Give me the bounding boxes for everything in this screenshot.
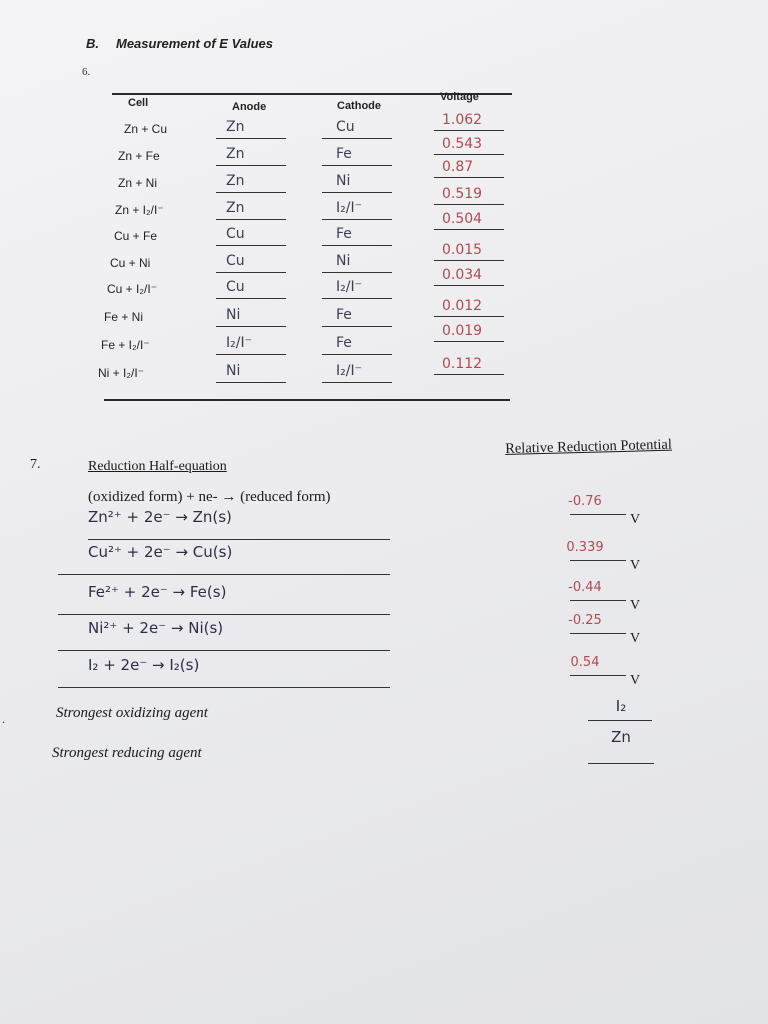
row-cathode: I₂/I⁻ (336, 279, 362, 295)
reduction-potential: -0.44 (568, 580, 602, 595)
row-anode: Ni (226, 307, 241, 323)
section-title: Measurement of E Values (116, 36, 274, 51)
strongest-reducing-answer: Zn (611, 728, 631, 746)
strongest-oxidizing-answer: I₂ (615, 697, 627, 715)
row-cathode: Ni (336, 173, 351, 189)
row-cell-label: Fe + Ni (104, 310, 144, 324)
half-equation: Zn²⁺ + 2e⁻ → Zn(s) (88, 508, 232, 526)
row-cathode: I₂/I⁻ (336, 200, 362, 216)
reduction-potential: 0.339 (566, 540, 604, 555)
row-voltage: 0.519 (442, 186, 483, 202)
row-cell-label: Fe + I₂/I⁻ (101, 338, 150, 352)
row-voltage: 0.543 (442, 136, 483, 152)
half-equation: Ni²⁺ + 2e⁻ → Ni(s) (88, 619, 224, 637)
row-cathode: Cu (336, 119, 355, 135)
row-anode: Zn (226, 173, 245, 189)
reducing-answer-line (588, 763, 654, 764)
answer-line (216, 165, 286, 166)
potential-line (570, 514, 626, 515)
row-voltage: 0.034 (442, 267, 483, 283)
answer-line (322, 382, 392, 383)
row-anode: Ni (226, 363, 241, 379)
answer-line (322, 245, 392, 246)
answer-line (434, 204, 504, 205)
equation-format: (oxidized form) + ne- → (reduced form) (88, 489, 331, 505)
answer-line (434, 260, 504, 261)
equation-line (58, 687, 390, 688)
answer-line (216, 382, 286, 383)
row-voltage: 0.112 (442, 356, 483, 372)
half-equation: Cu²⁺ + 2e⁻ → Cu(s) (88, 543, 233, 561)
answer-line (216, 272, 286, 273)
row-voltage: 0.019 (442, 323, 483, 339)
section-heading (86, 36, 273, 51)
strongest-oxidizing-label: Strongest oxidizing agent (56, 705, 208, 721)
answer-line (434, 229, 504, 230)
equation-line (88, 539, 390, 540)
reduction-potential: -0.76 (568, 494, 602, 509)
row-cell-label: Cu + Fe (114, 229, 158, 243)
answer-line (322, 298, 392, 299)
answer-line (322, 192, 392, 193)
answer-line (322, 219, 392, 220)
oxidizing-answer-line (588, 720, 652, 721)
reduction-potential: 0.54 (570, 655, 600, 670)
equation-line (58, 574, 390, 575)
row-voltage: 1.062 (442, 112, 483, 128)
answer-line (322, 165, 392, 166)
row-anode: Zn (226, 200, 245, 216)
volt-unit: V (630, 512, 641, 527)
row-cell-label: Ni + I₂/I⁻ (98, 366, 145, 380)
answer-line (216, 219, 286, 220)
answer-line (434, 316, 504, 317)
row-anode: Cu (226, 226, 245, 242)
row-cathode: Fe (336, 335, 352, 351)
answer-line (434, 341, 504, 342)
answer-line (216, 326, 286, 327)
margin-dot: . (2, 712, 5, 726)
table-bottom-rule (104, 399, 510, 401)
row-cathode: Fe (336, 307, 352, 323)
row-anode: Cu (226, 279, 245, 295)
potential-line (570, 560, 626, 561)
header-cathode: Cathode (337, 100, 381, 112)
row-voltage: 0.015 (442, 242, 483, 258)
row-voltage: 0.012 (442, 298, 483, 314)
row-cathode: Ni (336, 253, 351, 269)
strongest-reducing-label: Strongest reducing agent (52, 745, 202, 761)
row-cathode: I₂/I⁻ (336, 363, 362, 379)
answer-line (216, 298, 286, 299)
equation-line (58, 650, 390, 651)
row-anode: Zn (226, 146, 245, 162)
row-cathode: Fe (336, 226, 352, 242)
volt-unit: V (630, 558, 641, 573)
potential-line (570, 633, 626, 634)
answer-line (322, 272, 392, 273)
question-6-number: 6. (82, 66, 91, 78)
row-voltage: 0.504 (442, 211, 483, 227)
half-equation: I₂ + 2e⁻ → I₂(s) (88, 656, 200, 674)
row-anode: I₂/I⁻ (226, 335, 252, 351)
answer-line (216, 138, 286, 139)
potential-line (570, 600, 626, 601)
answer-line (322, 138, 392, 139)
answer-line (322, 326, 392, 327)
answer-line (216, 192, 286, 193)
section-letter: B. (86, 36, 99, 51)
row-cell-label: Zn + Fe (118, 149, 160, 163)
header-voltage: Voltage (440, 91, 479, 103)
header-anode: Anode (232, 101, 267, 113)
answer-line (322, 354, 392, 355)
half-equation-title: Reduction Half-equation (88, 459, 227, 474)
answer-line (434, 177, 504, 178)
answer-line (434, 130, 504, 131)
answer-line (434, 285, 504, 286)
answer-line (434, 154, 504, 155)
answer-line (216, 245, 286, 246)
answer-line (216, 354, 286, 355)
potential-line (570, 675, 626, 676)
row-cell-label: Zn + Ni (118, 176, 158, 190)
volt-unit: V (630, 598, 641, 613)
row-cell-label: Cu + I₂/I⁻ (107, 282, 158, 296)
row-cell-label: Zn + I₂/I⁻ (115, 203, 164, 217)
half-equation: Fe²⁺ + 2e⁻ → Fe(s) (88, 583, 227, 601)
question-7-number: 7. (30, 457, 41, 472)
row-anode: Cu (226, 253, 245, 269)
volt-unit: V (630, 673, 641, 688)
volt-unit: V (630, 631, 641, 646)
potential-title: Relative Reduction Potential (505, 436, 673, 457)
row-cell-label: Zn + Cu (124, 122, 168, 136)
answer-line (434, 374, 504, 375)
row-cell-label: Cu + Ni (110, 256, 151, 270)
header-cell: Cell (128, 97, 149, 109)
row-cathode: Fe (336, 146, 352, 162)
equation-line (58, 614, 390, 615)
row-voltage: 0.87 (442, 159, 474, 175)
reduction-potential: -0.25 (568, 613, 602, 628)
row-anode: Zn (226, 119, 245, 135)
